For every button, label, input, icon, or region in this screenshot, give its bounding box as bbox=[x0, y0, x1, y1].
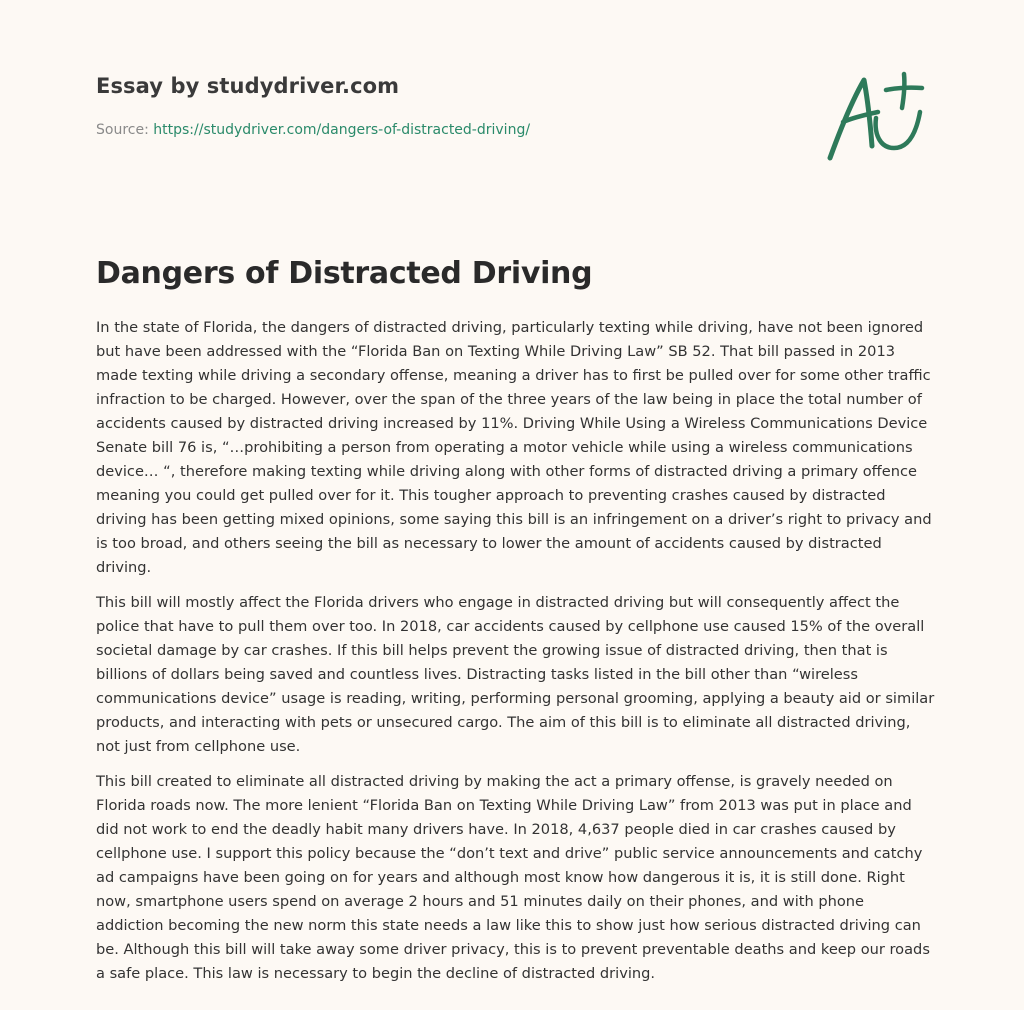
source-line bbox=[96, 122, 796, 138]
a-plus-grade-icon bbox=[822, 68, 926, 164]
paragraph-1: In the state of Florida, the dangers of distracted driving, particularly texting while driving, have not been ignored but have been addressed with the “Florida Ban on Texting While Driving Law” SB 52. That bill passed in 2013 made texting while driving a secondary offense, meaning a driver has to first be pulled over for some other traffic infraction to be charged. However, over the span of the three years of the law being in place the total number of accidents caused by distracted driving increased by 11%. Driving While Using a Wireless Communications Device Senate bill 76 is, “…prohibiting a person from operating a motor vehicle while using a wireless communications device… “, therefore making texting while driving along with other forms of distracted driving a primary offence meaning you could get pulled over for it. This tougher approach to preventing crashes caused by distracted driving has been getting mixed opinions, some saying this bill is an infringement on a driver’s right to privacy and is too broad, and others seeing the bill as necessary to lower the amount of accidents caused by distracted driving. bbox=[96, 319, 932, 576]
article-title: Dangers of Distracted Driving bbox=[96, 256, 593, 291]
article-body bbox=[96, 316, 936, 997]
paragraph-3: This bill created to eliminate all distracted driving by making the act a primary offense, is gravely needed on Florida roads now. The more lenient “Florida Ban on Texting While Driving Law” from 2013 was put in place and did not work to end the deadly habit many drivers have. In 2018, 4,637 people died in car crashes caused by cellphone use. I support this policy because the “don’t text and drive” public service announcements and catchy ad campaigns have been going on for years and although most know how dangerous it is, it is still done. Right now, smartphone users spend on average 2 hours and 51 minutes daily on their phones, and with phone addiction becoming the new norm this state needs a law like this to show just how serious distracted driving can be. Although this bill will take away some driver privacy, this is to prevent preventable deaths and keep our roads a safe place. This law is necessary to begin the decline of distracted driving. bbox=[96, 773, 930, 982]
source-link[interactable]: https://studydriver.com/dangers-of-distracted-driving/ bbox=[153, 122, 531, 138]
essay-header bbox=[96, 74, 796, 138]
source-label: Source: bbox=[96, 122, 154, 138]
essay-by-heading: Essay by studydriver.com bbox=[96, 74, 400, 98]
paragraph-2: This bill will mostly affect the Florida drivers who engage in distracted driving but will consequently affect the police that have to pull them over too. In 2018, car accidents caused by cellphone use caused 15% of the overall societal damage by car crashes. If this bill helps prevent the growing issue of distracted driving, then that is billions of dollars being saved and countless lives. Distracting tasks listed in the bill other than “wireless communications device” usage is reading, writing, performing personal grooming, applying a beauty aid or similar products, and interacting with pets or unsecured cargo. The aim of this bill is to eliminate all distracted driving, not just from cellphone use. bbox=[96, 594, 935, 755]
